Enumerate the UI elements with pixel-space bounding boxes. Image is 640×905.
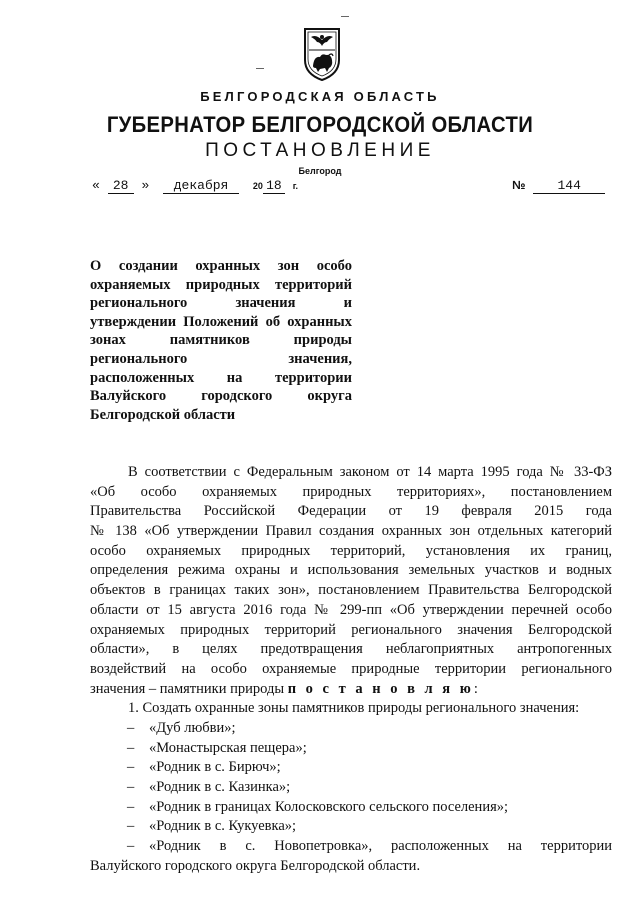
list-item <box>90 798 612 818</box>
title-line: регионального значения, <box>90 350 352 367</box>
date-day: 28 <box>108 178 134 194</box>
date-year-suffix: 18 <box>263 178 285 194</box>
number-line <box>512 178 605 194</box>
clause-1: 1. Создать охранные зоны памятников природы регионального значения: <box>128 700 580 717</box>
city-label: Белгород <box>298 166 342 176</box>
list-item-text: «Дуб любви»; <box>149 719 236 736</box>
list-item-text: «Родник в с. Бирюч»; <box>149 759 281 776</box>
list-dash: – <box>127 739 135 756</box>
scan-artifact <box>256 68 264 69</box>
preamble-line: определения режима охраны и использования земельных участков и водных <box>90 562 612 579</box>
title-line: Белгородской области <box>90 406 236 423</box>
decree-title <box>90 257 352 424</box>
preamble-last-line <box>90 680 612 700</box>
preamble-line: В соответствии с Федеральным законом от 14 марта 1995 года № 33-ФЗ <box>128 464 612 480</box>
list-dash: – <box>127 798 135 815</box>
title-line: регионального значения и <box>90 295 352 312</box>
list-dash: – <box>127 838 135 855</box>
preamble-line: № 138 «Об утверждении Правил создания охранных зон отдельных категорий <box>90 523 612 540</box>
list-item <box>90 719 612 739</box>
list-item-text: «Родник в с. Казинка»; <box>149 779 291 795</box>
date-open-quote: « <box>92 178 100 193</box>
number-value: 144 <box>533 178 605 194</box>
date-close-quote: » <box>141 178 150 193</box>
list-item <box>90 817 612 837</box>
title-line: утверждении Положений об охранных <box>90 313 352 330</box>
list-dash: – <box>127 759 135 776</box>
preamble-line: охраняемых природных территорий регионального значения Белгородской <box>90 621 612 638</box>
date-line <box>92 178 298 194</box>
list-item <box>90 739 612 759</box>
decree-colon: : <box>473 680 478 697</box>
list-item <box>90 758 612 778</box>
region-heading: БЕЛГОРОДСКАЯ ОБЛАСТЬ <box>200 89 440 104</box>
preamble-line: области от 15 августа 2016 года № 299-пп «Об утверждении перечней особо <box>90 601 612 618</box>
list-item-text: «Родник в с. Новопетровка», расположенных на территории <box>149 838 612 855</box>
date-year-mark: г. <box>292 181 299 191</box>
governor-heading: ГУБЕРНАТОР БЕЛГОРОДСКОЙ ОБЛАСТИ <box>106 112 534 137</box>
list-item-text: «Родник в границах Колосковского сельского поселения»; <box>149 798 509 815</box>
scan-artifact <box>341 16 349 17</box>
title-line: охраняемых природных территорий <box>90 276 352 293</box>
preamble-line: воздействий на особо охраняемые природные территории регионального <box>90 660 612 677</box>
date-year-prefix: 20 <box>252 181 263 191</box>
preamble-line: «Об особо охраняемых природных территориях», постановлением <box>90 483 612 500</box>
date-month: декабря <box>163 178 239 194</box>
coat-of-arms-emblem <box>302 26 342 82</box>
preamble-last-text: значения – памятники природы <box>90 680 285 697</box>
title-line: Валуйского городского округа <box>90 388 352 405</box>
list-dash: – <box>127 779 135 795</box>
list-item-last <box>90 837 612 857</box>
decree-body <box>90 463 612 876</box>
preamble-line: объектов в границах таких зон», постановлением Правительства Белгородской <box>90 582 612 599</box>
list-item-text: «Монастырская пещера»; <box>149 739 307 756</box>
document-type-heading: ПОСТАНОВЛЕНИЕ <box>205 140 435 161</box>
preamble-line: Правительства Российской Федерации от 19 февраля 2015 года <box>90 503 612 520</box>
list-item-text: «Родник в с. Кукуевка»; <box>149 818 297 835</box>
title-line: расположенных на территории <box>90 369 352 386</box>
title-line: зонах памятников природы <box>90 332 352 349</box>
list-dash: – <box>127 719 135 736</box>
preamble-line: особо охраняемых природных территорий, установления их границ, <box>90 542 612 559</box>
list-item-last-continuation: Валуйского городского округа Белгородской области. <box>90 857 421 874</box>
number-label: № <box>512 178 526 192</box>
decree-keyword: п о с т а н о в л я ю <box>287 680 474 697</box>
title-line: О создании охранных зон особо <box>90 258 352 274</box>
list-dash: – <box>127 818 135 835</box>
list-item <box>90 778 612 798</box>
preamble-line: области», в целях предотвращения неблагоприятных антропогенных <box>90 641 612 658</box>
